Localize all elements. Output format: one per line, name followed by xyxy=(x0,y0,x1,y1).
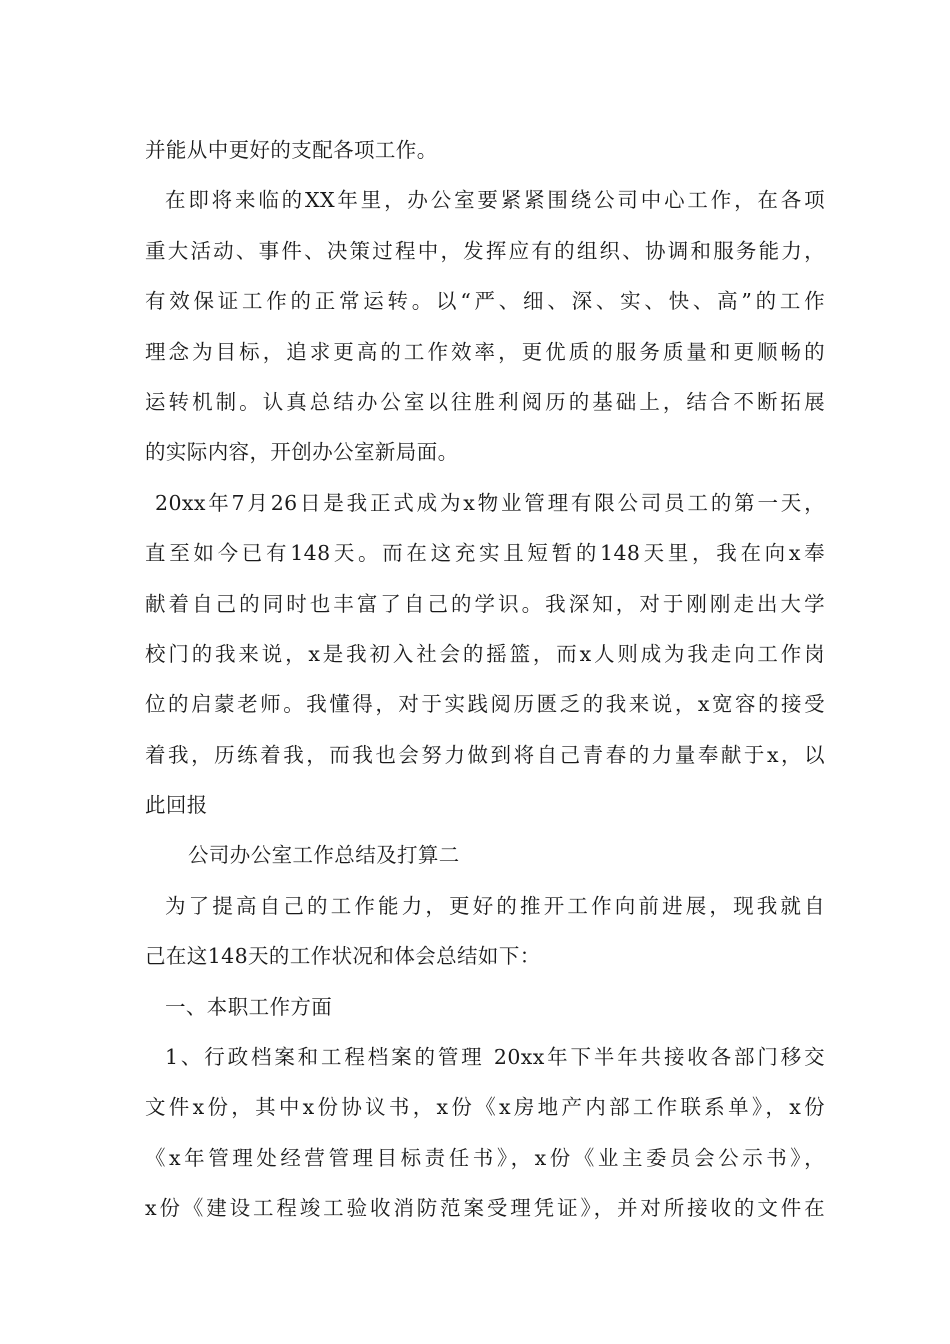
text-line: 在即将来临的XX年里，办公室要紧紧围绕公司中心工作，在各项 xyxy=(165,188,825,212)
text-line: 直至如今已有148天。而在这充实且短暂的148天里，我在向x奉 xyxy=(145,541,825,565)
text-line: 着我，历练着我，而我也会努力做到将自己青春的力量奉献于x，以 xyxy=(145,743,825,767)
text-line: 己在这148天的工作状况和体会总结如下： xyxy=(145,944,541,968)
text-line: 并能从中更好的支配各项工作。 xyxy=(145,138,438,162)
text-line: 理念为目标，追求更高的工作效率，更优质的服务质量和更顺畅的 xyxy=(145,340,825,364)
section-heading: 一、本职工作方面 xyxy=(165,995,333,1019)
text-line: 运转机制。认真总结办公室以往胜利阅历的基础上，结合不断拓展 xyxy=(145,390,825,414)
text-line: 20xx年7月26日是我正式成为x物业管理有限公司员工的第一天， xyxy=(155,491,825,515)
text-line: 的实际内容，开创办公室新局面。 xyxy=(145,440,459,464)
text-line: x份《建设工程竣工验收消防范案受理凭证》，并对所接收的文件在 xyxy=(145,1196,825,1220)
text-line: 重大活动、事件、决策过程中，发挥应有的组织、协调和服务能力， xyxy=(145,239,825,263)
text-line: 1、行政档案和工程档案的管理 20xx年下半年共接收各部门移交 xyxy=(165,1045,825,1069)
text-line: 文件x份，其中x份协议书，x份《x房地产内部工作联系单》，x份 xyxy=(145,1095,825,1119)
text-line: 有效保证工作的正常运转。以“严、细、深、实、快、高”的工作 xyxy=(145,289,825,313)
text-line: 校门的我来说，x是我初入社会的摇篮，而x人则成为我走向工作岗 xyxy=(145,642,825,666)
text-line: 为了提高自己的工作能力，更好的推开工作向前进展，现我就自 xyxy=(165,894,825,918)
text-line: 献着自己的同时也丰富了自己的学识。我深知，对于刚刚走出大学 xyxy=(145,592,825,616)
text-line: 《x年管理处经营管理目标责任书》，x份《业主委员会公示书》， xyxy=(145,1146,825,1170)
text-line: 此回报 xyxy=(145,793,208,817)
text-line: 位的启蒙老师。我懂得，对于实践阅历匮乏的我来说，x宽容的接受 xyxy=(145,692,825,716)
section-heading: 公司办公室工作总结及打算二 xyxy=(188,843,460,867)
